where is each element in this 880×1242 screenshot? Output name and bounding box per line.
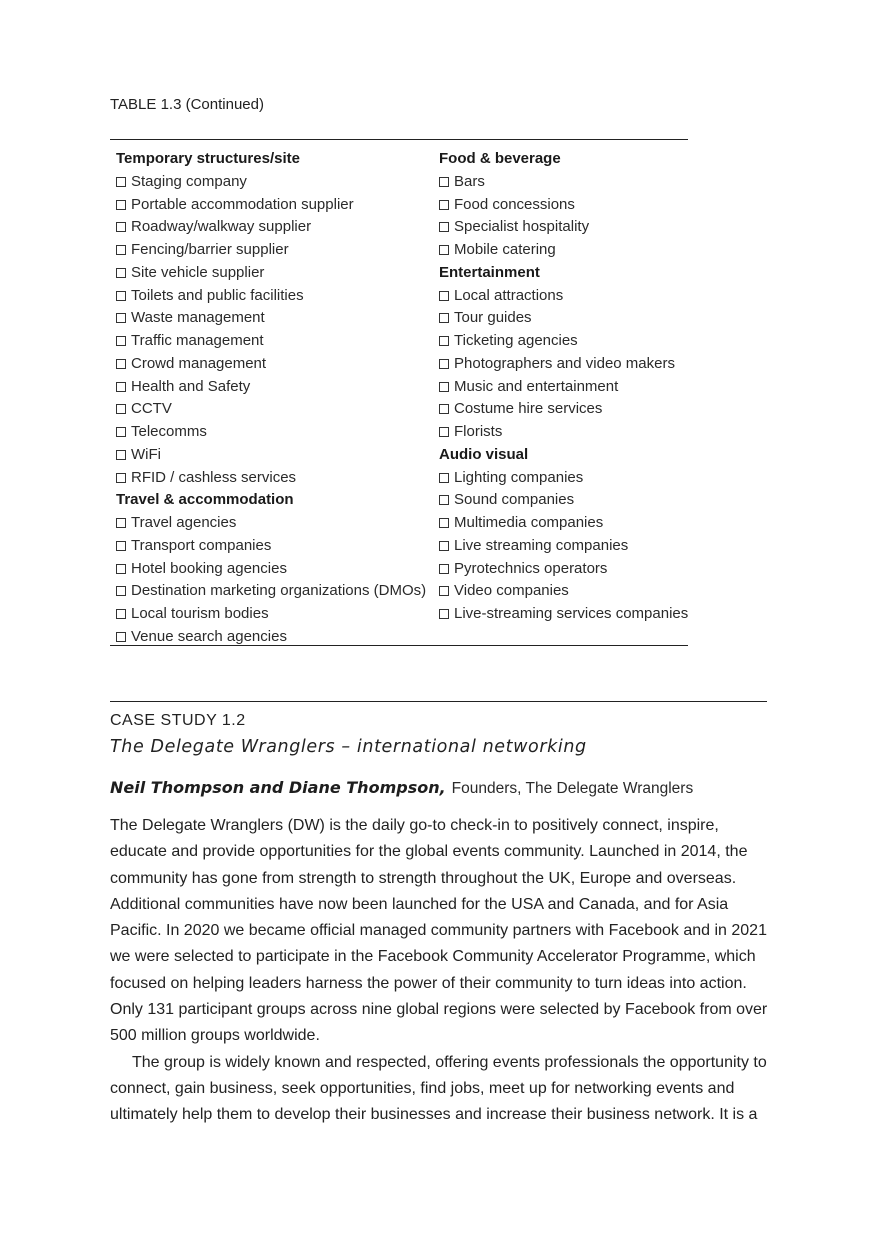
table-right-column xyxy=(439,148,689,626)
checkbox-icon xyxy=(116,609,126,619)
checklist-item xyxy=(116,171,434,194)
table-section-heading xyxy=(116,489,434,512)
checkbox-icon xyxy=(439,404,449,414)
checklist-item xyxy=(439,467,684,490)
section-heading-label: Food & beverage xyxy=(439,150,561,167)
case-study-label: CASE STUDY 1.2 xyxy=(110,712,246,729)
checklist-item xyxy=(439,512,684,535)
checkbox-icon xyxy=(116,313,126,323)
checkbox-icon xyxy=(439,177,449,187)
checklist-item xyxy=(116,262,434,285)
author-names: Neil Thompson and Diane Thompson, xyxy=(110,778,446,797)
checkbox-icon xyxy=(439,541,449,551)
checkbox-icon xyxy=(439,359,449,369)
checklist-item-label: Multimedia companies xyxy=(454,514,604,531)
checkbox-icon xyxy=(439,564,449,574)
checklist-item-label: Venue search agencies xyxy=(131,627,287,645)
checklist-item xyxy=(116,353,434,376)
checklist-item-label: Crowd management xyxy=(131,354,267,372)
checklist-item xyxy=(116,626,434,649)
checklist-item xyxy=(439,216,684,239)
checklist-item-label: Portable accommodation supplier xyxy=(131,195,354,213)
checklist-item xyxy=(439,285,684,308)
checklist-item-label: Sound companies xyxy=(454,491,575,509)
checkbox-icon xyxy=(116,564,126,574)
checklist-item-label: WiFi xyxy=(131,445,161,463)
table-section-heading xyxy=(439,262,684,285)
checklist-item xyxy=(116,512,434,535)
checklist-item xyxy=(116,535,434,558)
checklist-item-label: Specialist hospitality xyxy=(454,218,590,236)
checklist-item xyxy=(439,558,684,581)
checkbox-icon xyxy=(439,473,449,483)
checklist-item xyxy=(439,171,684,194)
case-study-title: The Delegate Wranglers – international networking xyxy=(110,737,587,757)
checklist-item xyxy=(439,398,684,421)
checklist-item xyxy=(116,216,434,239)
checkbox-icon xyxy=(439,586,449,596)
checklist-item-label: Tour guides xyxy=(454,309,532,327)
checklist-item-label: Hotel booking agencies xyxy=(131,559,287,577)
checklist-item-label: Transport companies xyxy=(131,536,272,554)
checklist-item xyxy=(439,603,689,626)
checklist-item-label: Traffic management xyxy=(131,332,264,349)
checklist-item-label: Ticketing agencies xyxy=(454,332,578,349)
checkbox-icon xyxy=(116,586,126,596)
checklist-item-label: Site vehicle supplier xyxy=(131,263,265,281)
checklist-item xyxy=(116,421,434,444)
checkbox-icon xyxy=(116,518,126,528)
section-heading-label: Temporary structures/site xyxy=(116,150,300,167)
checkbox-icon xyxy=(116,450,126,460)
checklist-item xyxy=(439,330,684,353)
checklist-item xyxy=(116,330,434,353)
checklist-item xyxy=(439,580,684,603)
paragraph-2: The group is widely known and respected, offering events professionals the opportunity to connect, gain business, seek opportunities, find jobs, meet up for networking events and ultimately help them to develop their businesses and increase their business network. It is a xyxy=(110,1053,767,1124)
checklist-item-label: Waste management xyxy=(131,309,265,327)
checkbox-icon xyxy=(116,200,126,210)
checklist-item-label: RFID / cashless services xyxy=(131,468,297,486)
checkbox-icon xyxy=(116,291,126,301)
checklist-item xyxy=(116,398,434,421)
table-section-heading xyxy=(116,148,434,171)
case-study-body xyxy=(110,813,770,1129)
checklist-item-label: Costume hire services xyxy=(454,400,603,418)
checkbox-icon xyxy=(116,268,126,278)
checkbox-icon xyxy=(116,404,126,414)
checkbox-icon xyxy=(439,382,449,392)
checkbox-icon xyxy=(116,473,126,483)
checkbox-icon xyxy=(439,245,449,255)
checklist-item-label: Destination marketing organizations (DMOs) xyxy=(131,582,427,600)
checklist-item xyxy=(116,376,434,399)
checklist-item xyxy=(439,353,684,376)
checkbox-icon xyxy=(116,359,126,369)
checklist-item xyxy=(116,580,434,603)
checklist-item-label: Photographers and video makers xyxy=(454,354,675,372)
checklist-item-label: Local tourism bodies xyxy=(131,605,269,622)
checklist-item-label: Live streaming companies xyxy=(454,536,629,554)
checklist-item-label: Mobile catering xyxy=(454,241,556,258)
checkbox-icon xyxy=(439,336,449,346)
checklist-table xyxy=(110,139,688,646)
checklist-item xyxy=(439,194,684,217)
checkbox-icon xyxy=(439,495,449,505)
checkbox-icon xyxy=(116,427,126,437)
checkbox-icon xyxy=(439,222,449,232)
checklist-item-label: Bars xyxy=(454,172,485,190)
checklist-item-label: Live-streaming services companies xyxy=(454,605,689,622)
checklist-item xyxy=(439,239,684,262)
checklist-item-label: Roadway/walkway supplier xyxy=(131,218,312,236)
checklist-item-label: Local attractions xyxy=(454,286,564,304)
case-study-divider xyxy=(110,701,767,702)
checklist-item-label: CCTV xyxy=(131,400,172,418)
checkbox-icon xyxy=(439,518,449,528)
checkbox-icon xyxy=(116,632,126,642)
checkbox-icon xyxy=(116,382,126,392)
checkbox-icon xyxy=(116,222,126,232)
author-role: Founders, The Delegate Wranglers xyxy=(451,780,694,797)
checklist-item-label: Pyrotechnics operators xyxy=(454,559,608,577)
paragraph-1: The Delegate Wranglers (DW) is the daily go-to check-in to positively connect, inspire, educate and provide opportunities for the global events community. Launched in 2014, the community has gone from strength to strength throughout the UK, Europe and overseas. Additional communities have now been launched for the USA and Canada, and for Asia Pacific. In 2020 we became official managed community partners with Facebook and in 2021 we were selected to participate in the Facebook Community Accelerator Programme, which focused on helping leaders harness the power of their community to turn ideas into action. Only 131 participant groups across nine global regions were selected by Facebook from over 500 million groups worldwide. xyxy=(110,817,768,1045)
checklist-item xyxy=(116,467,434,490)
checklist-item xyxy=(439,376,684,399)
section-heading-label: Entertainment xyxy=(439,263,540,281)
checklist-item-label: Health and Safety xyxy=(131,377,251,395)
checkbox-icon xyxy=(439,200,449,210)
checklist-item xyxy=(116,444,434,467)
checklist-item xyxy=(116,194,434,217)
case-study-byline xyxy=(110,778,693,798)
checklist-item xyxy=(439,307,684,330)
section-heading-label: Travel & accommodation xyxy=(116,491,294,509)
checkbox-icon xyxy=(439,427,449,437)
checklist-item-label: Video companies xyxy=(454,582,569,600)
checklist-item xyxy=(116,285,434,308)
checklist-item xyxy=(116,307,434,330)
checkbox-icon xyxy=(439,291,449,301)
checklist-item xyxy=(116,239,434,262)
checklist-item-label: Lighting companies xyxy=(454,468,584,486)
checklist-item-label: Telecomms xyxy=(131,423,207,440)
checkbox-icon xyxy=(439,609,449,619)
checkbox-icon xyxy=(439,313,449,323)
table-section-heading xyxy=(439,148,684,171)
checklist-item-label: Fencing/barrier supplier xyxy=(131,241,289,258)
checklist-item-label: Staging company xyxy=(131,172,247,190)
checklist-item xyxy=(116,558,434,581)
table-section-heading xyxy=(439,444,684,467)
table-caption: TABLE 1.3 (Continued) xyxy=(110,96,264,113)
checklist-item-label: Travel agencies xyxy=(131,514,237,531)
checklist-item xyxy=(439,421,684,444)
checkbox-icon xyxy=(116,245,126,255)
checklist-item xyxy=(439,535,684,558)
section-heading-label: Audio visual xyxy=(439,445,529,463)
checklist-item xyxy=(439,489,684,512)
checklist-item-label: Music and entertainment xyxy=(454,377,619,395)
checklist-item xyxy=(116,603,434,626)
checklist-item-label: Food concessions xyxy=(454,195,575,213)
table-left-column xyxy=(116,148,434,649)
checklist-item-label: Florists xyxy=(454,423,503,440)
checkbox-icon xyxy=(116,177,126,187)
checklist-item-label: Toilets and public facilities xyxy=(131,286,304,304)
checkbox-icon xyxy=(116,336,126,346)
checkbox-icon xyxy=(116,541,126,551)
